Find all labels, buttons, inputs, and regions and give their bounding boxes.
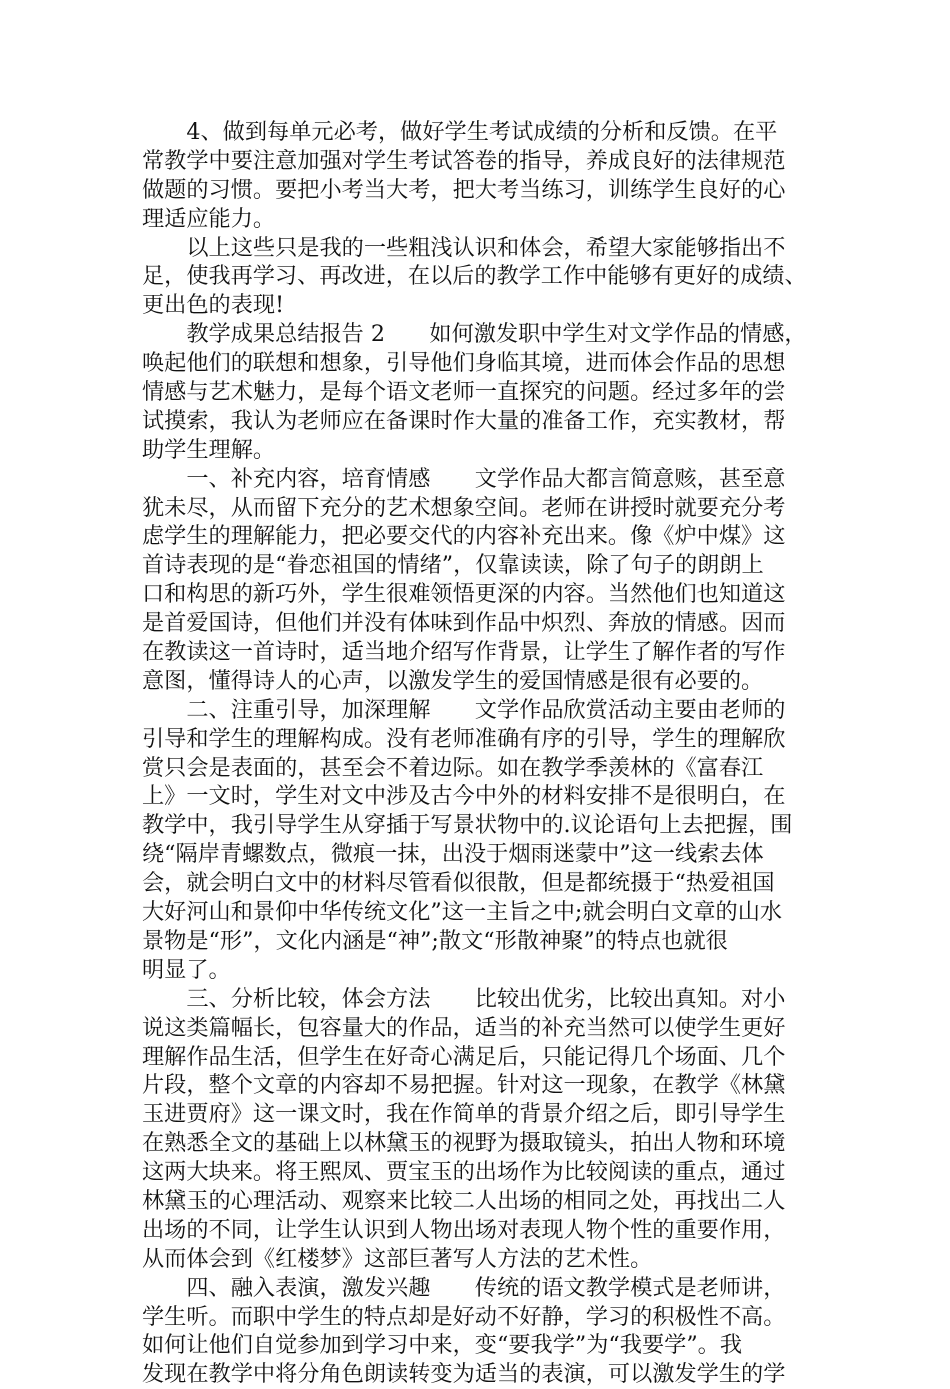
text-line: 是首爱国诗，但他们并没有体味到作品中炽烈、奔放的情感。因而 (142, 610, 786, 637)
text-line: 引导和学生的理解构成。没有老师准确有序的引导，学生的理解欣 (142, 725, 786, 752)
text-line: 做题的习惯。要把小考当大考，把大考当练习，训练学生良好的心 (142, 176, 786, 203)
text-line: 发现在教学中将分角色朗读转变为适当的表演，可以激发学生的学 (142, 1361, 786, 1388)
text-line: 四、融入表演，激发兴趣 传统的语文教学模式是老师讲， (142, 1274, 786, 1301)
document-body (142, 118, 807, 1389)
text-line: 如何让他们自觉参加到学习中来，变“要我学”为“我要学”。我 (142, 1332, 743, 1359)
text-line: 理适应能力。 (142, 205, 276, 232)
text-line: 在熟悉全文的基础上以林黛玉的视野为摄取镜头，拍出人物和环境 (142, 1130, 786, 1157)
text-line: 首诗表现的是“眷恋祖国的情绪”，仅靠读读，除了句子的朗朗上 (142, 552, 764, 579)
text-line: 会，就会明白文中的材料尽管看似很散，但是都统摄于“热爱祖国 (142, 870, 775, 897)
text-line: 林黛玉的心理活动、观察来比较二人出场的相同之处，再找出二人 (142, 1187, 786, 1214)
text-line: 从而体会到《红楼梦》这部巨著写人方法的艺术性。 (142, 1245, 653, 1272)
text-line: 二、注重引导，加深理解 文学作品欣赏活动主要由老师的 (142, 696, 786, 723)
text-line: 虑学生的理解能力，把必要交代的内容补充出来。像《炉中煤》这 (142, 523, 786, 550)
text-line: 教学成果总结报告 2 如何激发职中学生对文学作品的情感， (142, 321, 807, 348)
text-line: 唤起他们的联想和想象，引导他们身临其境，进而体会作品的思想 (142, 350, 786, 377)
text-line: 学生听。而职中学生的特点却是好动不好静，学习的积极性不高。 (142, 1303, 786, 1330)
text-line: 教学中，我引导学生从穿插于写景状物中的.议论语句上去把握，围 (142, 812, 793, 839)
text-line: 在教读这一首诗时，适当地介绍写作背景，让学生了解作者的写作 (142, 639, 786, 666)
text-line: 一、补充内容，培育情感 文学作品大都言简意赅，甚至意 (142, 465, 786, 492)
text-line: 以上这些只是我的一些粗浅认识和体会，希望大家能够指出不 (142, 234, 786, 261)
text-line: 口和构思的新巧外，学生很难领悟更深的内容。当然他们也知道这 (142, 581, 786, 608)
text-line: 玉进贾府》这一课文时，我在作简单的背景介绍之后，即引导学生 (142, 1101, 786, 1128)
text-line: 犹未尽，从而留下充分的艺术想象空间。老师在讲授时就要充分考 (142, 494, 786, 521)
text-line: 理解作品生活，但学生在好奇心满足后，只能记得几个场面、几个 (142, 1043, 786, 1070)
text-line: 大好河山和景仰中华传统文化”这一主旨之中;就会明白文章的山水 (142, 899, 783, 926)
text-line: 足，使我再学习、再改进，在以后的教学工作中能够有更好的成绩、 (142, 263, 807, 290)
text-line: 上》一文时，学生对文中涉及古今中外的材料安排不是很明白，在 (142, 783, 786, 810)
text-line: 出场的不同，让学生认识到人物出场对表现人物个性的重要作用， (142, 1216, 786, 1243)
text-line: 说这类篇幅长，包容量大的作品，适当的补充当然可以使学生更好 (142, 1014, 786, 1041)
text-line: 这两大块来。将王熙凤、贾宝玉的出场作为比较阅读的重点，通过 (142, 1159, 786, 1186)
text-line: 片段，整个文章的内容却不易把握。针对这一现象，在教学《林黛 (142, 1072, 786, 1099)
text-line: 明显了。 (142, 956, 231, 983)
text-line: 绕“隔岸青螺数点，微痕一抹，出没于烟雨迷蒙中”这一线索去体 (142, 841, 764, 868)
text-line: 三、分析比较，体会方法 比较出优劣，比较出真知。对小 (142, 985, 786, 1012)
text-line: 意图，懂得诗人的心声，以激发学生的爱国情感是很有必要的。 (142, 667, 764, 694)
text-line: 情感与艺术魅力，是每个语文老师一直探究的问题。经过多年的尝 (142, 379, 786, 406)
text-line: 助学生理解。 (142, 436, 276, 463)
text-line: 赏只会是表面的，甚至会不着边际。如在教学季羡林的《富春江 (142, 754, 764, 781)
text-line: 景物是“形”，文化内涵是“神”;散文“形散神聚”的特点也就很 (142, 927, 728, 954)
text-line: 试摸索，我认为老师应在备课时作大量的准备工作，充实教材，帮 (142, 407, 786, 434)
text-line: 更出色的表现! (142, 292, 285, 319)
text-line: 常教学中要注意加强对学生考试答卷的指导，养成良好的法律规范 (142, 147, 786, 174)
text-line: 4、做到每单元必考，做好学生考试成绩的分析和反馈。在平 (142, 119, 778, 145)
